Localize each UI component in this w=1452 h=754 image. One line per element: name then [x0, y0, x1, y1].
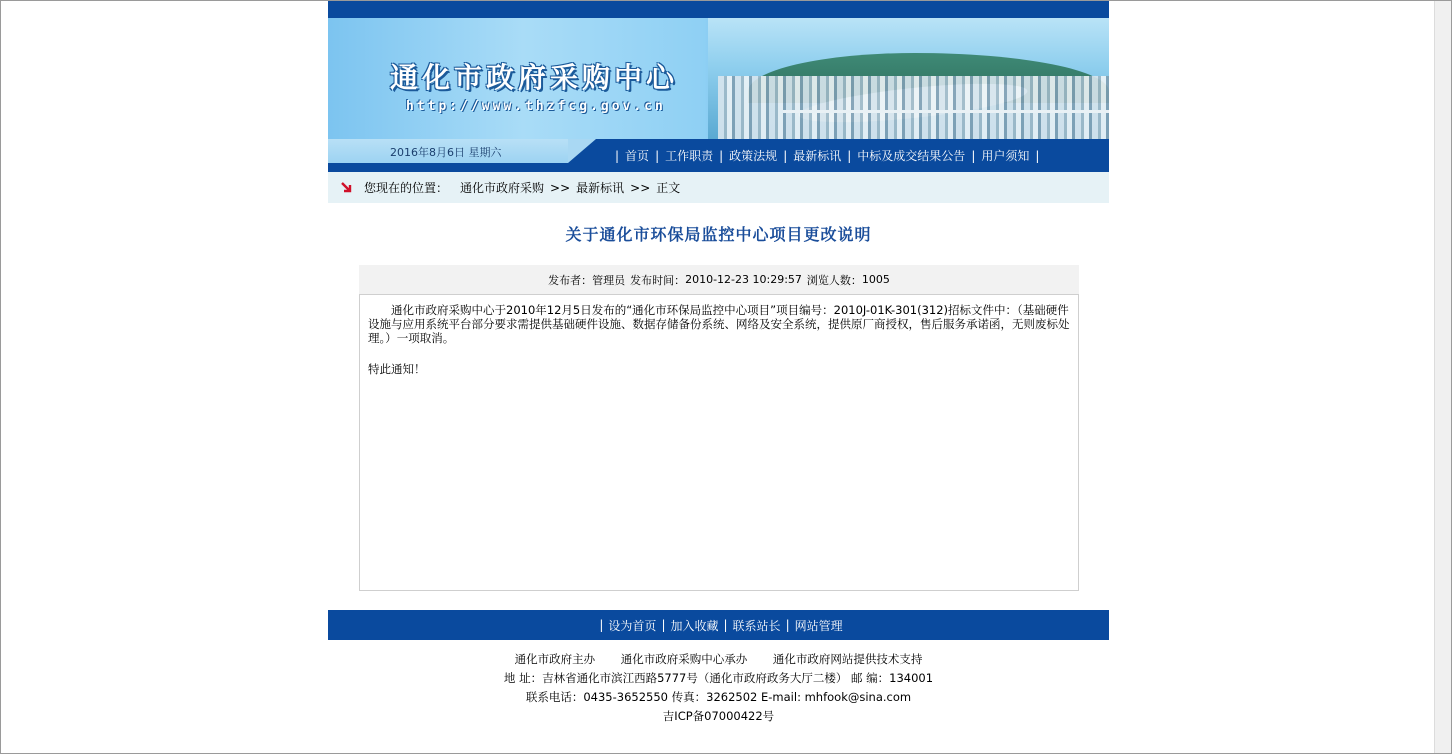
footer-icp: 吉ICP备07000422号: [662, 709, 775, 723]
footer-separator: |: [785, 618, 790, 632]
article-body: [359, 294, 1079, 591]
breadcrumb-item-current: 正文: [656, 181, 681, 195]
breadcrumb-separator: >>: [550, 180, 571, 195]
footer-separator: |: [661, 618, 666, 632]
breadcrumb-prefix: 您现在的位置：: [364, 181, 449, 195]
footer-nav: [328, 610, 1109, 640]
nav-separator: |: [847, 148, 852, 163]
header-top-strip: [328, 1, 1109, 18]
footer-link-contact-webmaster[interactable]: 联系站长: [732, 618, 781, 633]
nav-separator: |: [655, 148, 660, 163]
footer-address: 地 址：吉林省通化市滨江西路5777号（通化市政府政务大厅二楼） 邮 编：134001: [503, 671, 934, 685]
nav-item-home[interactable]: 首页: [625, 149, 650, 163]
publish-time-label: 发布时间：: [630, 273, 686, 287]
nav-item-policies[interactable]: 政策法规: [729, 149, 778, 163]
nav-separator: |: [971, 148, 976, 163]
nav-item-user-guide[interactable]: 用户须知: [981, 149, 1030, 163]
breadcrumb-item[interactable]: 通化市政府采购: [460, 181, 545, 195]
page-container: [328, 1, 1109, 726]
banner-bridge-image: [783, 110, 1109, 113]
views-label: 浏览人数：: [806, 273, 862, 287]
publisher-label: 发布者：: [548, 273, 593, 287]
breadcrumb-item[interactable]: 最新标讯: [576, 181, 625, 195]
nav-separator: |: [783, 148, 788, 163]
nav-item-latest-tenders[interactable]: 最新标讯: [793, 149, 842, 163]
nav-item-duties[interactable]: 工作职责: [665, 149, 714, 163]
footer-sponsor: 通化市政府网站提供技术支持: [772, 652, 923, 666]
footer-link-set-homepage[interactable]: 设为首页: [608, 618, 657, 633]
nav-separator: |: [615, 148, 620, 163]
nav-separator: |: [719, 148, 724, 163]
article-paragraph: 通化市政府采购中心于2010年12月5日发布的“通化市环保局监控中心项目”项目编号：2010J-01K-301(312)招标文件中：（基础硬件设施与应用系统平台部分要求需提供基础硬件设施、数据存储备份系统、网络及安全系统，提供原厂商授权，售后服务承诺函，无则废标处理。）一项取消。: [368, 303, 1070, 345]
views-value: 1005: [861, 273, 890, 286]
nav-item-award-results[interactable]: 中标及成交结果公告: [857, 149, 966, 163]
banner-city-image: [718, 76, 1109, 139]
header-banner: [328, 18, 1109, 139]
site-title: 通化市政府采购中心: [390, 61, 679, 94]
arrow-down-right-icon: [340, 181, 354, 195]
breadcrumb-separator: >>: [630, 180, 651, 195]
article-title: 关于通化市环保局监控中心项目更改说明: [565, 225, 872, 244]
main-nav: [328, 139, 1109, 172]
footer-sponsor: 通化市政府主办: [514, 652, 596, 666]
site-url: http://www.thzfcg.gov.cn: [406, 99, 666, 114]
nav-menu: [610, 139, 1044, 172]
footer-link-add-favorite[interactable]: 加入收藏: [670, 618, 719, 633]
article-paragraph: 特此通知！: [368, 362, 426, 376]
current-date: 2016年8月6日 星期六: [390, 146, 502, 159]
vertical-scrollbar[interactable]: [1434, 1, 1451, 753]
footer-contact: 联系电话：0435-3652550 传真：3262502 E-mail: mhfook@sina.com: [525, 690, 912, 704]
article-meta: [359, 265, 1079, 294]
footer-separator: |: [599, 618, 604, 632]
publisher-value: 管理员: [592, 273, 626, 287]
date-box: [328, 139, 568, 163]
footer-sponsors: [328, 650, 1109, 669]
publish-time-value: 2010-12-23 10:29:57: [685, 273, 802, 286]
footer-info: [328, 650, 1109, 726]
footer-link-site-admin[interactable]: 网站管理: [794, 618, 843, 633]
footer-separator: |: [723, 618, 728, 632]
breadcrumb: [328, 172, 1109, 203]
footer-sponsor: 通化市政府采购中心承办: [620, 652, 748, 666]
nav-separator: |: [1035, 148, 1040, 163]
